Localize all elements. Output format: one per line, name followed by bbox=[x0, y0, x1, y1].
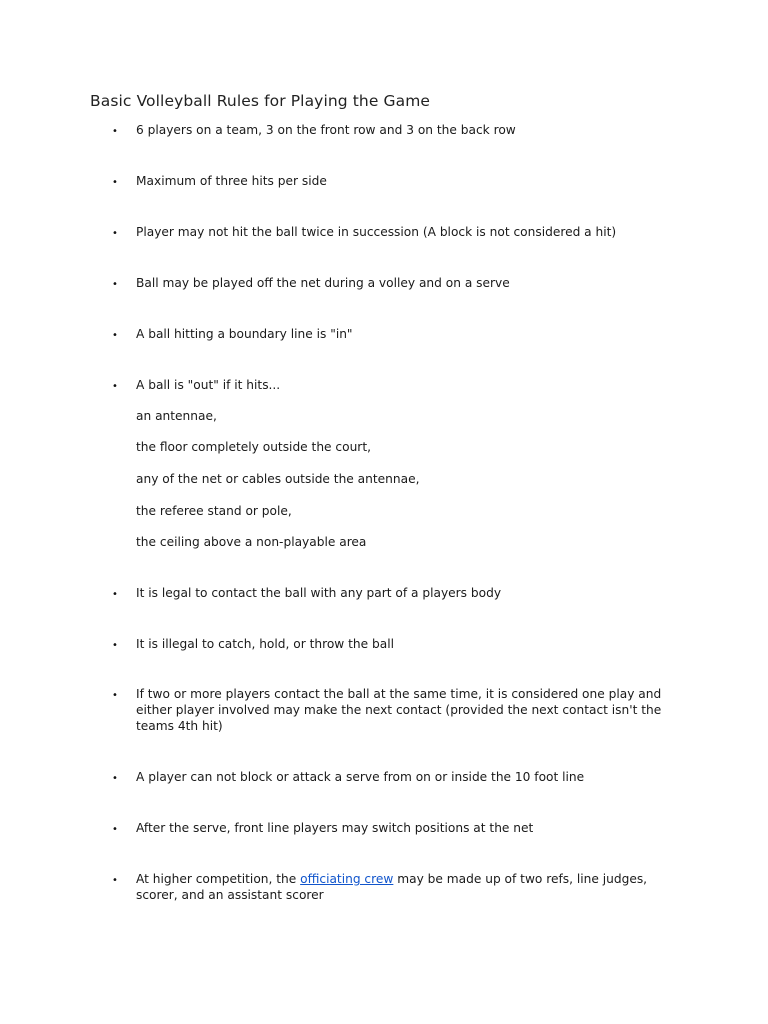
out-condition-item: the referee stand or pole, bbox=[136, 504, 292, 518]
rule-text-after-link: may be made up of two refs, line judges, scorer, and an assistant scorer bbox=[136, 872, 648, 902]
page-title: Basic Volleyball Rules for Playing the Game bbox=[90, 92, 431, 110]
bullet-icon: • bbox=[112, 126, 118, 137]
rule-item: It is illegal to catch, hold, or throw the ball bbox=[136, 637, 394, 651]
bullet-icon: • bbox=[112, 279, 118, 290]
bullet-icon: • bbox=[112, 330, 118, 341]
bullet-icon: • bbox=[112, 589, 118, 600]
bullet-icon: • bbox=[112, 773, 118, 784]
bullet-icon: • bbox=[112, 690, 118, 701]
bullet-icon: • bbox=[112, 381, 118, 392]
out-condition-item: an antennae, bbox=[136, 409, 217, 423]
rule-item-officiating bbox=[136, 871, 668, 903]
out-condition-item: any of the net or cables outside the antennae, bbox=[136, 472, 420, 486]
rule-item: If two or more players contact the ball at the same time, it is considered one play and either player involved may make the next contact (provided the next contact isn't the teams 4th hit) bbox=[136, 687, 662, 733]
rule-item: 6 players on a team, 3 on the front row and 3 on the back row bbox=[136, 123, 516, 137]
rule-item: It is legal to contact the ball with any part of a players body bbox=[136, 586, 502, 600]
rule-item: A ball is "out" if it hits... bbox=[136, 378, 281, 392]
rule-item: A player can not block or attack a serve from on or inside the 10 foot line bbox=[136, 770, 585, 784]
bullet-icon: • bbox=[112, 177, 118, 188]
rule-item: Player may not hit the ball twice in succession (A block is not considered a hit) bbox=[136, 225, 617, 239]
rule-item: A ball hitting a boundary line is "in" bbox=[136, 327, 353, 341]
rule-item: Maximum of three hits per side bbox=[136, 174, 327, 188]
bullet-icon: • bbox=[112, 228, 118, 239]
rule-item: Ball may be played off the net during a volley and on a serve bbox=[136, 276, 510, 290]
rule-item: After the serve, front line players may switch positions at the net bbox=[136, 821, 534, 835]
out-condition-item: the floor completely outside the court, bbox=[136, 440, 371, 454]
rule-text-before-link: At higher competition, the bbox=[136, 872, 301, 886]
bullet-icon: • bbox=[112, 824, 118, 835]
bullet-icon: • bbox=[112, 640, 118, 651]
bullet-icon: • bbox=[112, 875, 118, 886]
out-condition-item: the ceiling above a non-playable area bbox=[136, 535, 367, 549]
officiating-crew-link[interactable]: officiating crew bbox=[300, 872, 394, 886]
